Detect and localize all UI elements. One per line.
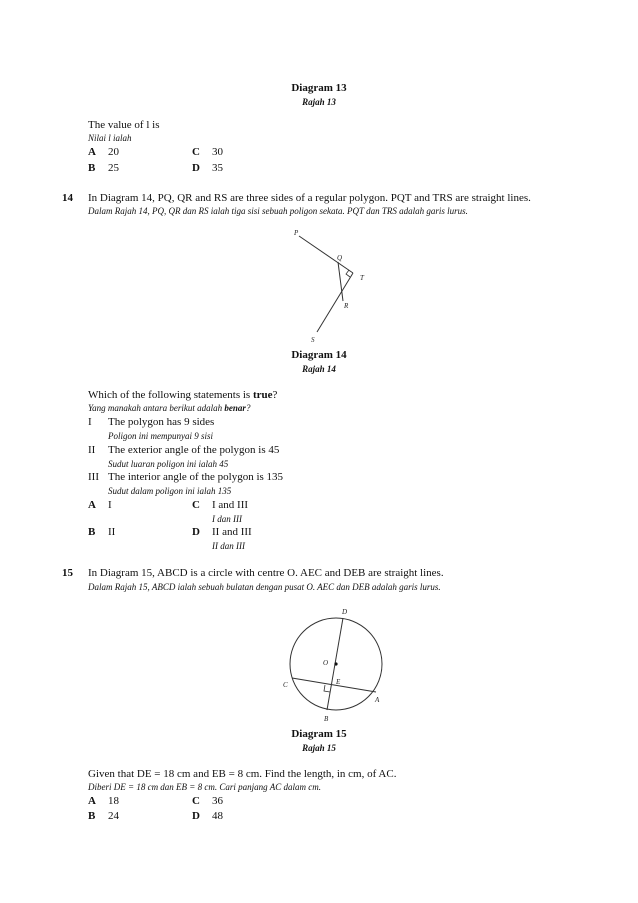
diagram-15-figure bbox=[270, 600, 395, 726]
q14-option-a-letter: A bbox=[88, 499, 96, 511]
q14-option-d-malay: II dan III bbox=[212, 541, 245, 551]
q15-option-c-value: 36 bbox=[212, 795, 223, 807]
side-qr bbox=[338, 262, 343, 301]
label-p: P bbox=[294, 229, 299, 237]
centre-point-o bbox=[334, 662, 337, 665]
q14-statement-3: The interior angle of the polygon is 135 bbox=[108, 471, 284, 483]
chord-aec bbox=[292, 678, 376, 692]
q15-given-malay: Diberi DE = 18 cm dan EB = 8 cm. Cari panjang AC dalam cm. bbox=[88, 782, 321, 792]
diagram-15-caption: Diagram 15 bbox=[291, 728, 347, 740]
label-s: S bbox=[311, 336, 315, 344]
diagram-13-caption-malay: Rajah 13 bbox=[302, 97, 336, 107]
right-angle-mark-e bbox=[324, 685, 330, 692]
q14-statement-2: The exterior angle of the polygon is 45 bbox=[108, 444, 280, 456]
q14-prompt-end: ? bbox=[272, 389, 278, 401]
q15-option-d-value: 48 bbox=[212, 810, 223, 822]
q15-option-d-letter: D bbox=[192, 810, 200, 822]
q15-number: 15 bbox=[62, 567, 73, 579]
q14-option-d-letter: D bbox=[192, 526, 200, 538]
q14-number: 14 bbox=[62, 192, 73, 204]
q13-option-c-letter: C bbox=[192, 146, 200, 158]
label-t: T bbox=[360, 274, 364, 282]
q15-stem: In Diagram 15, ABCD is a circle with centre O. AEC and DEB are straight lines. bbox=[88, 567, 444, 579]
label-e: E bbox=[336, 678, 341, 686]
q15-option-a-letter: A bbox=[88, 795, 96, 807]
q14-option-c-letter: C bbox=[192, 499, 200, 511]
label-a: A bbox=[375, 696, 380, 704]
q14-option-b-letter: B bbox=[88, 526, 96, 538]
q14-statement-3-numeral: III bbox=[88, 471, 99, 483]
q14-statement-1-numeral: I bbox=[88, 416, 92, 428]
q15-option-b-value: 24 bbox=[108, 810, 119, 822]
q14-prompt bbox=[88, 389, 277, 401]
q13-option-a-letter: A bbox=[88, 146, 96, 158]
label-d: D bbox=[342, 608, 348, 616]
q13-option-b-value: 25 bbox=[108, 162, 119, 174]
label-b: B bbox=[324, 715, 329, 723]
label-o: O bbox=[323, 659, 329, 667]
line-pqt bbox=[299, 236, 353, 273]
q14-statement-1: The polygon has 9 sides bbox=[108, 416, 215, 428]
q14-statement-3-malay: Sudut dalam poligon ini ialah 135 bbox=[108, 486, 232, 496]
q13-option-b-letter: B bbox=[88, 162, 96, 174]
q15-option-c-letter: C bbox=[192, 795, 200, 807]
diagram-14-caption: Diagram 14 bbox=[291, 349, 347, 361]
label-c: C bbox=[283, 681, 288, 689]
q14-option-c-malay: I dan III bbox=[212, 514, 242, 524]
q15-given: Given that DE = 18 cm and EB = 8 cm. Find the length, in cm, of AC. bbox=[88, 768, 397, 780]
diagram-13-caption: Diagram 13 bbox=[291, 82, 347, 94]
q13-option-c-value: 30 bbox=[212, 146, 223, 158]
q13-option-d-value: 35 bbox=[212, 162, 223, 174]
q13-question: The value of l is bbox=[88, 119, 160, 131]
q15-option-a-value: 18 bbox=[108, 795, 119, 807]
q14-prompt-malay-end: ? bbox=[245, 403, 251, 413]
q14-statement-2-numeral: II bbox=[88, 444, 96, 456]
diagram-14-figure bbox=[280, 225, 390, 345]
q14-statement-2-malay: Sudut luaran poligon ini ialah 45 bbox=[108, 459, 229, 469]
q14-prompt-malay bbox=[88, 403, 250, 413]
q15-option-b-letter: B bbox=[88, 810, 96, 822]
q14-prompt-text: Which of the following statements is bbox=[88, 389, 253, 401]
q14-stem-malay: Dalam Rajah 14, PQ, QR dan RS ialah tiga sisi sebuah poligon sekata. PQT dan TRS adalah garis lurus. bbox=[88, 206, 468, 216]
diagram-15-caption-malay: Rajah 15 bbox=[302, 743, 336, 753]
q15-stem-malay: Dalam Rajah 15, ABCD ialah sebuah bulatan dengan pusat O. AEC dan DEB adalah garis lurus. bbox=[88, 582, 441, 592]
q14-option-d-value: II and III bbox=[212, 526, 252, 538]
label-r: R bbox=[344, 302, 349, 310]
diagram-14-caption-malay: Rajah 14 bbox=[302, 364, 336, 374]
q14-prompt-bold: true bbox=[252, 389, 273, 401]
q13-option-d-letter: D bbox=[192, 162, 200, 174]
label-q: Q bbox=[337, 254, 343, 262]
q14-statement-1-malay: Poligon ini mempunyai 9 sisi bbox=[108, 431, 213, 441]
q13-question-malay: Nilai l ialah bbox=[88, 133, 132, 143]
q14-prompt-malay-text: Yang manakah antara berikut adalah bbox=[88, 403, 225, 413]
q13-option-a-value: 20 bbox=[108, 146, 119, 158]
q14-option-c-value: I and III bbox=[212, 499, 249, 511]
q14-option-b-value: II bbox=[108, 526, 116, 538]
q14-prompt-malay-bold: benar bbox=[224, 403, 246, 413]
q14-option-a-value: I bbox=[108, 499, 112, 511]
q14-stem: In Diagram 14, PQ, QR and RS are three sides of a regular polygon. PQT and TRS are straight lines. bbox=[88, 192, 531, 204]
